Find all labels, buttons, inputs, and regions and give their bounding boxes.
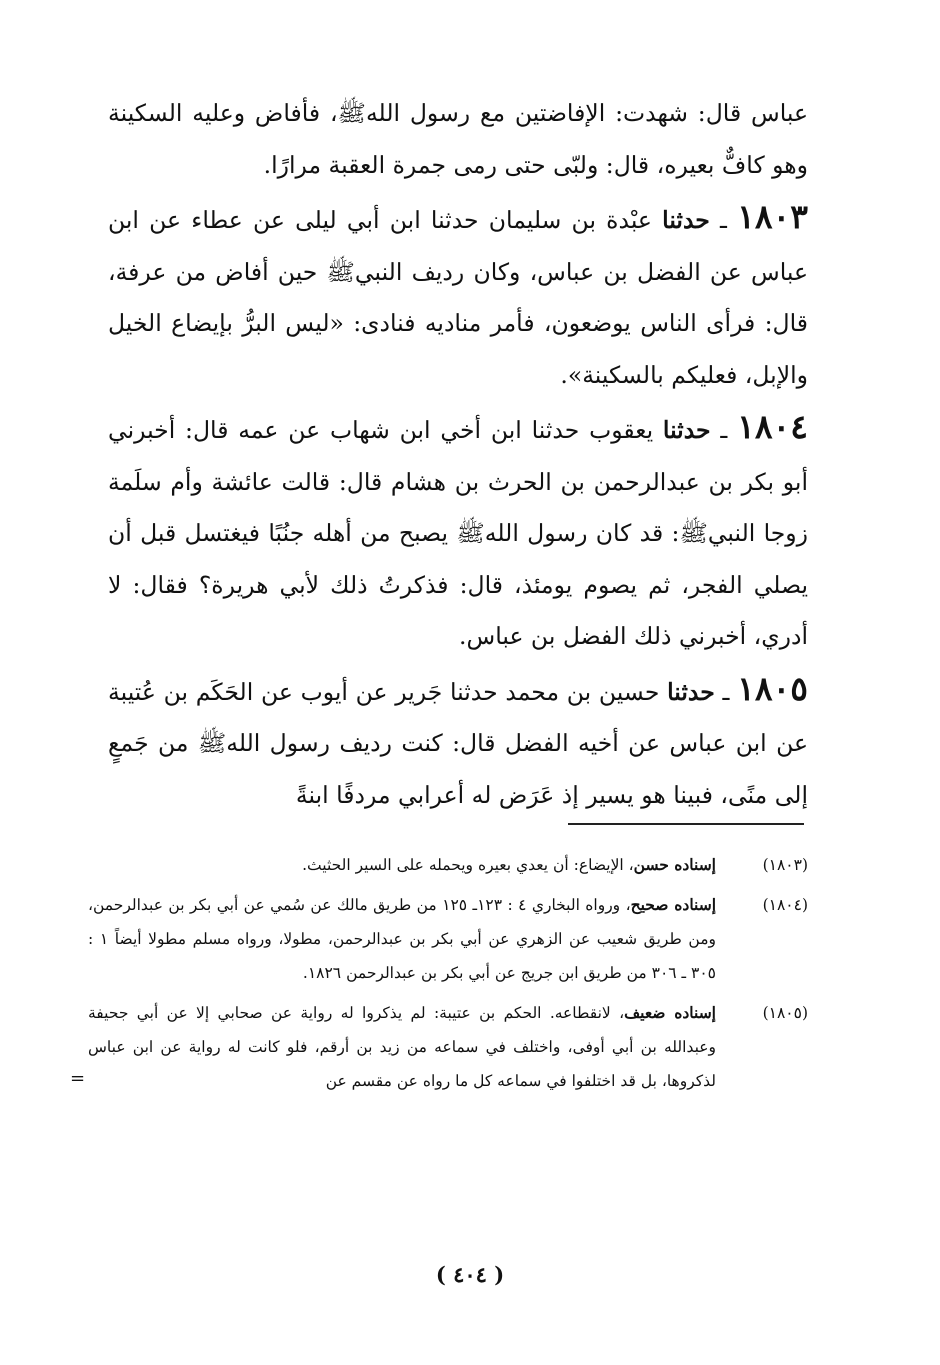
page-number: ( ٤٠٤ ) xyxy=(435,1262,505,1287)
footnote-number: (١٨٠٤) xyxy=(762,896,808,914)
hadith-1805 xyxy=(108,663,808,822)
intro-paragraph: عباس قال: شهدت: الإفاضتين مع رسول اللهﷺ، فأفاض وعليه السكينة وهو كافٌّ بعيره، قال: ولبّى حتى رمى جمرة العقبة مرارًا. xyxy=(108,99,808,179)
footnote-divider xyxy=(568,823,804,825)
hadith-1803 xyxy=(108,191,808,401)
hadith-1804 xyxy=(108,401,808,663)
footnote-grade: إسناده حسن xyxy=(633,855,716,874)
footnote-grade: إسناده صحيح xyxy=(630,895,717,914)
footnote-1805 xyxy=(70,996,808,1098)
footnote-grade: إسناده ضعيف xyxy=(624,1003,716,1022)
hadith-keyword: حدثنا xyxy=(662,206,710,234)
footnotes xyxy=(70,848,808,1104)
footnote-text: ، ورواه البخاري ٤ : ١٢٣ـ ١٢٥ من طريق مالك عن سُمي عن أبي بكر بن عبدالرحمن، ومن طريق شعيب عن الزهري عن أبي بكر بن عبدالرحمن، مطولا، ورواه مسلم مطولا أيضاً ١ : ٣٠٥ ـ ٣٠٦ من طريق ابن جريج عن أبي بكر بن عبدالرحمن ١٨٢٦. xyxy=(88,896,716,982)
footnote-number: (١٨٠٣) xyxy=(762,856,808,874)
hadith-number: ١٨٠٣ xyxy=(737,197,809,236)
footnote-text: ، الإيضاع: أن يعدي بعيره ويحمله على السير الحثيث. xyxy=(302,856,634,874)
hadith-keyword: حدثنا xyxy=(667,677,715,706)
footnote-1803 xyxy=(88,848,808,882)
footnote-1804 xyxy=(88,888,808,990)
hadith-separator: ـ xyxy=(709,206,738,234)
footnote-number: (١٨٠٥) xyxy=(762,1004,808,1022)
hadith-keyword: حدثنا xyxy=(662,416,711,444)
hadith-number: ١٨٠٥ xyxy=(737,668,808,708)
continuation-mark: = xyxy=(70,1068,86,1089)
main-text xyxy=(108,88,808,821)
hadith-text: حسين بن محمد حدثنا جَرير عن أيوب عن الحَكَم بن عُتيبة عن ابن عباس عن أخيه الفضل قال: كنت رديف رسول اللهﷺ من جَمعٍ إلى منًى، فبينا هو يسير إذ عَرَض له أعرابي مردفًا ابنةً xyxy=(108,677,808,809)
hadith-text: عبْدة بن سليمان حدثنا ابن أبي ليلى عن عطاء عن ابن عباس عن الفضل بن عباس، وكان رديف النبيﷺ حين أفاض من عرفة، قال: فرأى الناس يوضعون، فأمر مناديه فنادى: «ليس البرُّ بإيضاع الخيل والإبل، فعليكم بالسكينة». xyxy=(108,206,808,389)
hadith-separator: ـ xyxy=(714,677,738,706)
footnote-text: ، لانقطاعه. الحكم بن عتيبة: لم يذكروا له رواية عن صحابي إلا عن أبي جحيفة وعبدالله بن أبي أوفى، واختلف في سماعه من زيد بن أرقم، فلو كانت له رواية عن ابن عباس لذكروها، بل قد اختلفوا في سماعه كل ما رواه عن مقسم عن xyxy=(88,1004,716,1090)
hadith-number: ١٨٠٤ xyxy=(737,407,808,446)
hadith-separator: ـ xyxy=(710,416,738,444)
hadith-text: يعقوب حدثنا ابن أخي ابن شهاب عن عمه قال: أخبرني أبو بكر بن عبدالرحمن بن الحرث بن هشام قال: قالت عائشة وأم سلَمة زوجا النبيﷺ: قد كان رسول اللهﷺ يصبح من أهله جنُبًا فيغتسل قبل أن يصلي الفجر، ثم يصوم يومئذ، قال: فذكرتُ ذلك لأبي هريرة؟ فقال: لا أدري، أخبرني ذلك الفضل بن عباس. xyxy=(108,416,808,650)
